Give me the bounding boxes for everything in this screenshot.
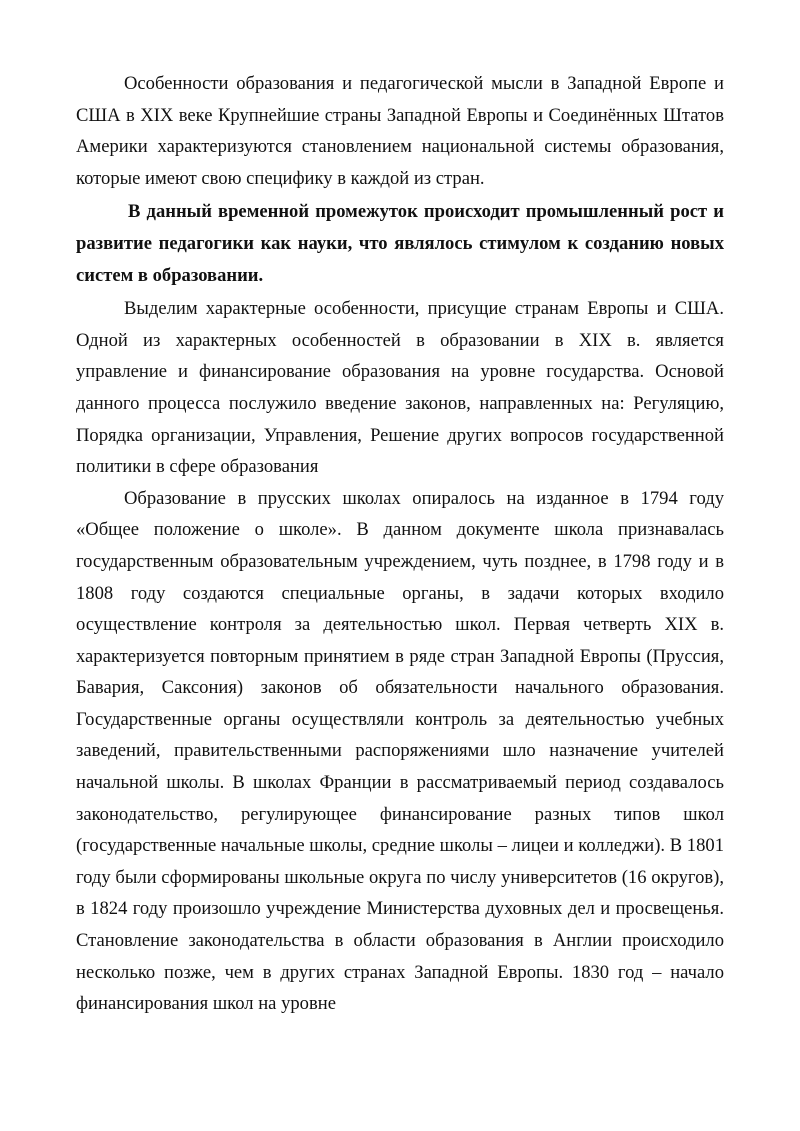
document-page [76, 68, 724, 1020]
history-paragraph: Образование в прусских школах опиралось на изданное в 1794 году «Общее положение о школе». В данном документе школа признавалась государственным образовательным учреждением, чуть позднее, в 1798 году и в 1808 году создаются специальные органы, в задачи которых входило осуществление контроля за деятельностью школ. Первая четверть XIX в. характеризуется повторным принятием в ряде стран Западной Европы (Пруссия, Бавария, Саксония) законов об обязательности начального образования. Государственные органы осуществляли контроль за деятельностью учебных заведений, правительственными распоряжениями шло назначение учителей начальной школы. В школах Франции в рассматриваемый период создавалось законодательство, регулирующее финансирование разных типов школ (государственные начальные школы, средние школы – лицеи и колледжи). В 1801 году были сформированы школьные округа по числу университетов (16 округов), в 1824 году произошло учреждение Министерства духовных дел и просвещенья. Становление законодательства в области образования в Англии происходило несколько позже, чем в других странах Западной Европы. 1830 год – начало финансирования школ на уровне [76, 487, 724, 1015]
intro-paragraph: Особенности образования и педагогической мысли в Западной Европе и США в XIX веке Крупнейшие страны Западной Европы и Соединённых Штатов Америки характеризуются становлением национальной системы образования, которые имеют свою специфику в каждой из стран. [76, 73, 724, 189]
bold-highlight-paragraph: В данный временной промежуток происходит промышленный рост и развитие педагогики как науки, что являлось стимулом к созданию новых систем в образовании. [76, 201, 724, 286]
features-paragraph: Выделим характерные особенности, присущие странам Европы и США. Одной из характерных особенностей в образовании в XIX в. является управление и финансирование образования на уровне государства. Основой данного процесса послужило введение законов, направленных на: Регуляцию, Порядка организации, Управления, Решение других вопросов государственной политики в сфере образования [76, 298, 724, 478]
